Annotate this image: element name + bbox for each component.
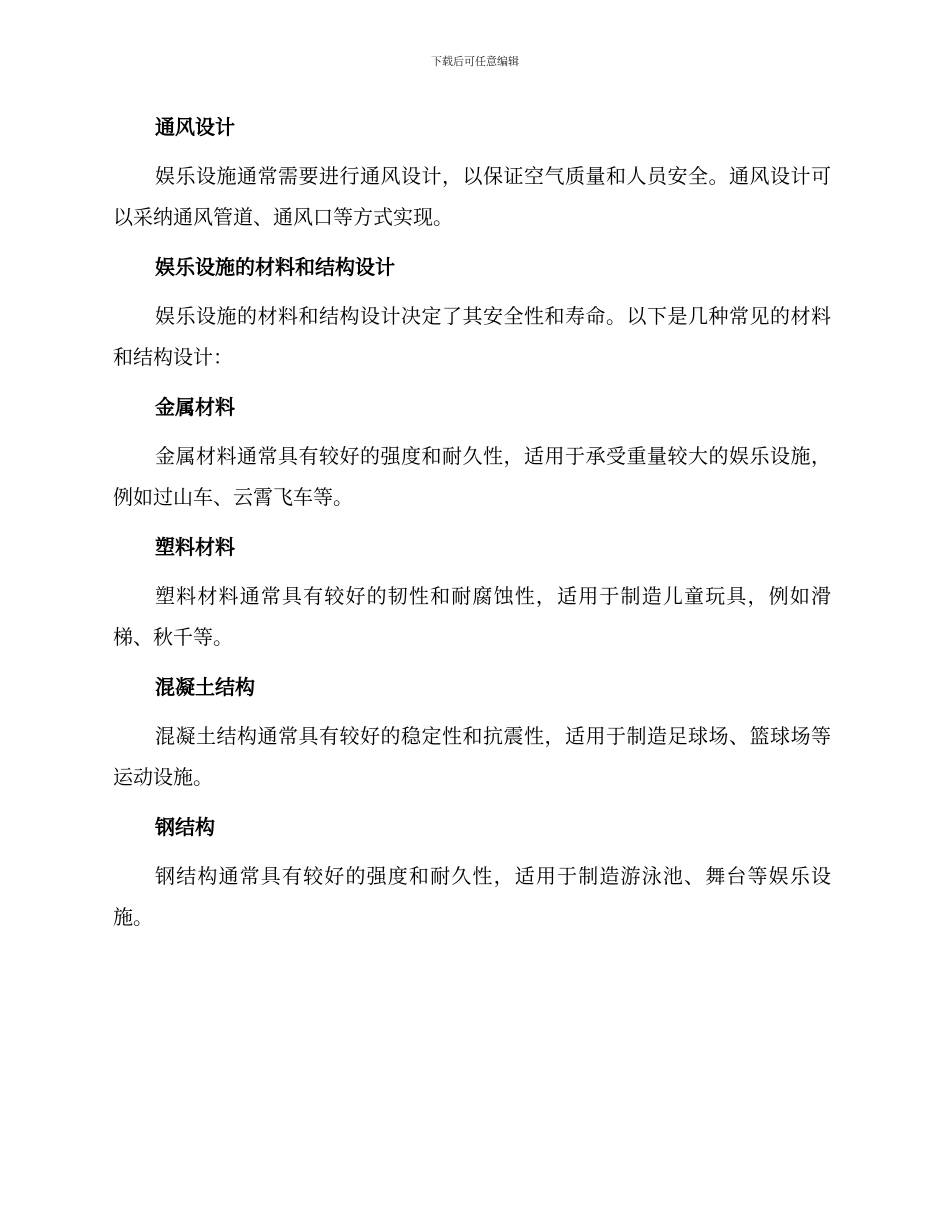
section-heading: 金属材料 <box>155 395 235 419</box>
section-concrete-structure <box>113 668 831 798</box>
section-paragraph: 钢结构通常具有较好的强度和耐久性，适用于制造游泳池、舞台等娱乐设施。 <box>113 864 831 929</box>
section-paragraph: 娱乐设施通常需要进行通风设计，以保证空气质量和人员安全。通风设计可以采纳通风管道、通风口等方式实现。 <box>113 164 831 229</box>
section-ventilation-design <box>113 108 831 238</box>
section-paragraph: 金属材料通常具有较好的强度和耐久性，适用于承受重量较大的娱乐设施，例如过山车、云霄飞车等。 <box>113 444 831 509</box>
section-plastic-materials <box>113 528 831 658</box>
document-body <box>113 108 831 948</box>
section-heading: 钢结构 <box>155 815 215 839</box>
section-paragraph: 混凝土结构通常具有较好的稳定性和抗震性，适用于制造足球场、篮球场等运动设施。 <box>113 724 831 789</box>
section-paragraph: 塑料材料通常具有较好的韧性和耐腐蚀性，适用于制造儿童玩具，例如滑梯、秋千等。 <box>113 584 831 649</box>
section-materials-structure <box>113 248 831 378</box>
section-heading: 通风设计 <box>155 115 235 139</box>
section-steel-structure <box>113 808 831 938</box>
section-heading: 塑料材料 <box>155 535 235 559</box>
section-heading: 混凝土结构 <box>155 675 255 699</box>
section-heading: 娱乐设施的材料和结构设计 <box>155 255 395 279</box>
page-header: 下载后可任意编辑 <box>431 55 519 68</box>
section-metal-materials <box>113 388 831 518</box>
section-paragraph: 娱乐设施的材料和结构设计决定了其安全性和寿命。以下是几种常见的材料和结构设计： <box>113 304 831 369</box>
